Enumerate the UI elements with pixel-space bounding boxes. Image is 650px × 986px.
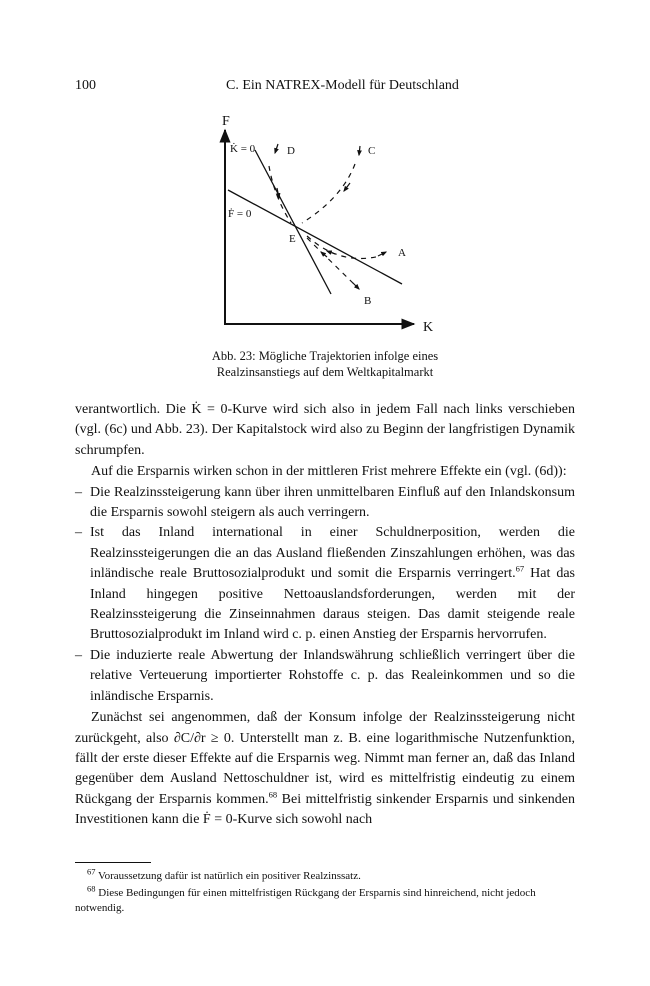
- footnote-ref-68[interactable]: 68: [268, 789, 278, 800]
- y-axis-label: F: [222, 114, 230, 129]
- list-item: [75, 483, 575, 524]
- page-header: [75, 78, 585, 98]
- figure-caption: [75, 348, 575, 380]
- f-dot-zero-curve: [228, 190, 402, 284]
- k-dot-zero-curve: [255, 150, 331, 294]
- body-text: [75, 400, 575, 831]
- footnote-68: [75, 883, 575, 916]
- list-dash: –: [75, 647, 82, 663]
- point-c-label: C: [368, 145, 376, 157]
- trajectory-diagram: [190, 106, 450, 346]
- k-dot-zero-label: K̇ = 0: [230, 143, 256, 155]
- footnote-number: 67: [87, 866, 96, 877]
- list-item-text: Ist das Inland international in einer Schuldnerposition, werden die Realzinssteigerungen die an das Ausland fließenden Zinszahlungen erhöhen, was das inländische reale Bruttosozialprodukt und somit die Ersparnis verringert.: [90, 525, 575, 582]
- paragraph-3-text: Zunächst sei angenommen, daß der Konsum infolge der Realzinssteigerung nicht zurückgeht, also ∂C/∂r ≥ 0. Unterstellt man z. B. eine logarithmische Nutzenfunktion, fällt der erste dieser Effekte auf die Ersparnis weg. Nimmt man ferner an, daß das Inland gegenüber dem Ausland Nettoschuldner ist, wird es mittelfristig eindeutig zu einem Rückgang der Ersparnis kommen.: [75, 710, 575, 807]
- running-title: C. Ein NATREX-Modell für Deutschland: [226, 78, 459, 93]
- trajectory-c: [302, 146, 360, 223]
- footnote-text: Diese Bedingungen für einen mittelfristigen Rückgang der Ersparnis sind hinreichend, nicht jedoch notwendig.: [75, 887, 536, 914]
- point-e-label: E: [289, 233, 296, 245]
- list-item: [75, 646, 575, 707]
- point-a-label: A: [398, 247, 406, 259]
- footnote-rule: [75, 862, 151, 863]
- list-item-text: Die induzierte reale Abwertung der Inlandswährung schließlich verringert über die relative Verteuerung importierter Rohstoffe c. p. das Realeinkommen und so die inländische Ersparnis.: [90, 647, 575, 704]
- list-item-text: Hat das Inland hingegen positive Nettoauslandsforderungen, werden mit der Realzinssteigerung die Zinseinnahmen daraus steigen. Das damit steigende reale Bruttosozialprodukt im Inland wird c. p. einen Anstieg der Ersparnis hervorrufen.: [90, 566, 575, 643]
- effects-list: [75, 483, 575, 707]
- x-axis-label: K: [423, 320, 434, 335]
- paragraph-3-text-cont: Bei mittelfristig sinkender Ersparnis und sinkenden Investitionen kann die Ḟ = 0-Kurve sich sowohl nach: [75, 791, 575, 828]
- footnote-ref-67[interactable]: 67: [515, 563, 525, 574]
- list-dash: –: [75, 484, 82, 500]
- paragraph-3: [75, 708, 575, 830]
- list-dash: –: [75, 525, 82, 541]
- page-number: 100: [75, 78, 96, 93]
- list-item: [75, 523, 575, 645]
- footnotes: [75, 862, 575, 918]
- paragraph-1: verantwortlich. Die K̇ = 0-Kurve wird sich also in jedem Fall nach links verschieben (vgl. (6c) und Abb. 23). Der Kapitalstock wird also zu Beginn der langfristigen Dynamik schrumpfen.: [75, 402, 575, 458]
- list-item-text: Die Realzinssteigerung kann über ihren unmittelbaren Einfluß auf den Inlandskonsum die Ersparnis sowohl steigern als auch verringern.: [90, 484, 575, 521]
- point-d-label: D: [287, 145, 295, 157]
- f-dot-zero-label: Ḟ = 0: [228, 208, 252, 220]
- point-b-label: B: [364, 295, 372, 307]
- footnote-67: [75, 866, 575, 884]
- caption-line-1: Abb. 23: Mögliche Trajektorien infolge eines: [211, 349, 439, 363]
- footnote-text: Voraussetzung dafür ist natürlich ein positiver Realzinssatz.: [95, 870, 361, 882]
- caption-line-2: Realzinsanstiegs auf dem Weltkapitalmarkt: [216, 365, 434, 379]
- footnote-number: 68: [87, 883, 96, 894]
- paragraph-2: Auf die Ersparnis wirken schon in der mittleren Frist mehrere Effekte ein (vgl. (6d)):: [91, 464, 567, 480]
